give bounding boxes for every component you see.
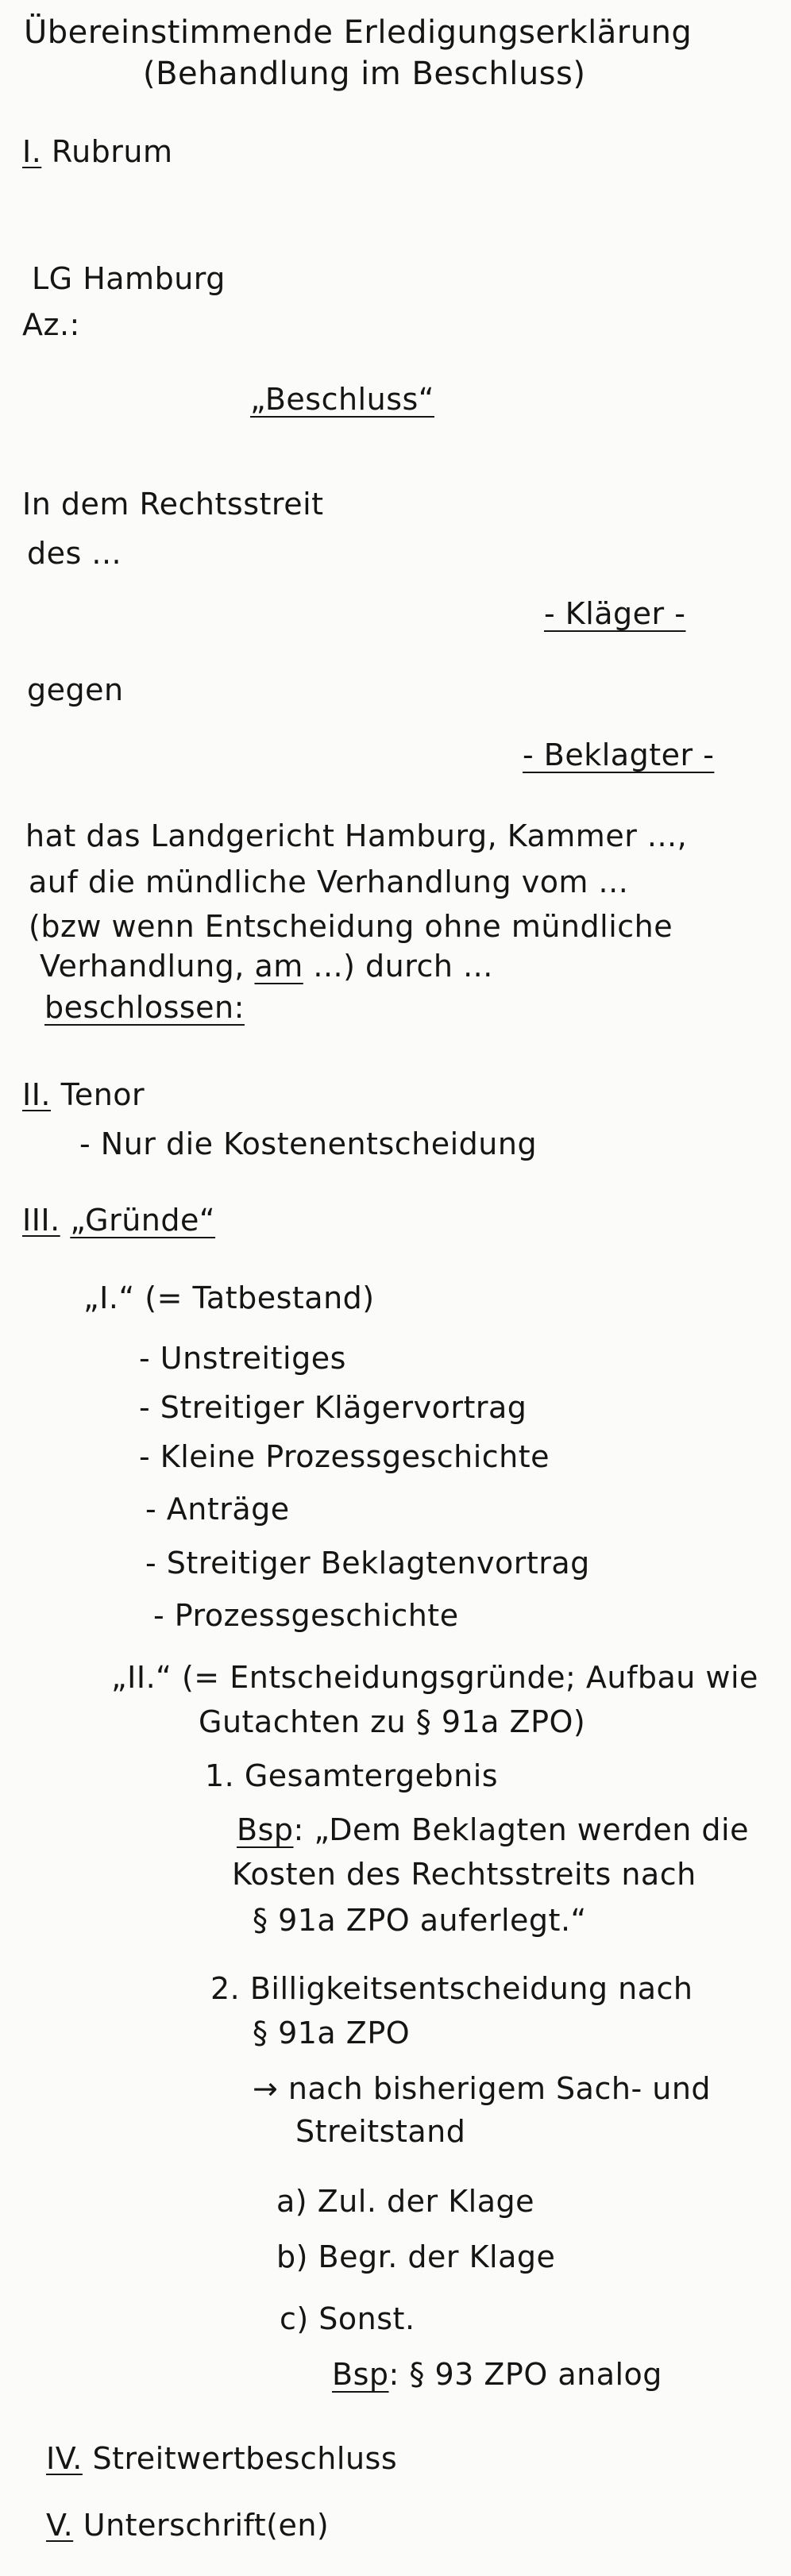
klaeger-label: - Kläger -	[544, 596, 686, 631]
case-number-label: Az.:	[22, 307, 80, 342]
beispiel-2-label: Bsp	[332, 2357, 389, 2392]
gegen-line: gegen	[27, 672, 124, 707]
tenor-heading-number: II.	[22, 1077, 51, 1112]
tatbestand-item: - Kleine Prozessgeschichte	[139, 1439, 550, 1474]
beispiel-1-line-1	[237, 1813, 749, 1848]
tatbestand-heading: „I.“ (= Tatbestand)	[83, 1280, 375, 1315]
paragraph-line-4-c: ...) durch ...	[313, 949, 493, 984]
beispiel-1-line-2: Kosten des Rechtsstreits nach	[232, 1857, 696, 1892]
gesamtergebnis: 1. Gesamtergebnis	[205, 1758, 499, 1793]
gruende-heading-number: III.	[22, 1203, 60, 1238]
billigkeit-line-2: § 91a ZPO	[253, 2016, 411, 2050]
paragraph-line-1: hat das Landgericht Hamburg, Kammer ...,	[25, 818, 688, 853]
tatbestand-item: - Streitiger Beklagtenvortrag	[145, 1546, 590, 1581]
beschlossen-word: beschlossen:	[44, 990, 245, 1025]
beispiel-1-text: : „Dem Beklagten werden die	[293, 1812, 749, 1847]
beklagter-label: - Beklagter -	[523, 737, 715, 772]
beispiel-2-text: : § 93 ZPO analog	[388, 2357, 662, 2392]
point-b: b) Begr. der Klage	[276, 2239, 556, 2274]
rubrum-heading	[22, 135, 173, 170]
beispiel-2	[332, 2358, 662, 2393]
gruende-heading	[22, 1203, 215, 1238]
paragraph-line-4-a: Verhandlung,	[40, 949, 245, 984]
tenor-item: - Nur die Kostenentscheidung	[79, 1126, 538, 1161]
unterschrift-heading	[46, 2509, 329, 2543]
des-line: des ...	[27, 536, 122, 571]
title-line-1: Übereinstimmende Erledigungserklärung	[24, 14, 693, 51]
streitwert-heading	[46, 2442, 397, 2477]
tatbestand-item: - Prozessgeschichte	[153, 1598, 459, 1633]
tenor-heading-text: Tenor	[60, 1077, 145, 1112]
entscheidungsgruende-line-1: „II.“ (= Entscheidungsgründe; Aufbau wie	[111, 1660, 758, 1695]
streitwert-heading-number: IV.	[46, 2441, 83, 2476]
tenor-heading	[22, 1078, 145, 1113]
unterschrift-heading-text: Unterschrift(en)	[83, 2508, 330, 2543]
tatbestand-item: - Unstreitiges	[139, 1341, 346, 1376]
paragraph-line-2: auf die mündliche Verhandlung vom ...	[29, 864, 629, 899]
tatbestand-item: - Streitiger Klägervortrag	[139, 1390, 527, 1425]
streitwert-heading-text: Streitwertbeschluss	[92, 2441, 398, 2476]
point-a: a) Zul. der Klage	[276, 2184, 534, 2219]
billigkeit-line-1: 2. Billigkeitsentscheidung nach	[210, 1971, 693, 2006]
title-line-2: (Behandlung im Beschluss)	[143, 56, 586, 92]
sachstand-line-2: Streitstand	[295, 2114, 466, 2149]
paragraph-line-3: (bzw wenn Entscheidung ohne mündliche	[29, 909, 673, 944]
sachstand-line-1: → nach bisherigem Sach- und	[253, 2071, 712, 2106]
court-name: LG Hamburg	[32, 261, 226, 296]
paragraph-line-4	[40, 949, 493, 984]
beschluss-heading: „Beschluss“	[250, 382, 434, 417]
tatbestand-item: - Anträge	[145, 1492, 290, 1527]
rubrum-heading-number: I.	[22, 134, 42, 169]
rechtsstreit-line: In dem Rechtsstreit	[22, 487, 324, 522]
beispiel-1-label: Bsp	[237, 1812, 294, 1847]
unterschrift-heading-number: V.	[46, 2508, 74, 2543]
rubrum-heading-text: Rubrum	[51, 134, 173, 169]
point-c: c) Sonst.	[280, 2301, 415, 2336]
paragraph-line-4-am: am	[254, 949, 303, 984]
gruende-heading-text: „Gründe“	[70, 1203, 216, 1238]
beispiel-1-line-3: § 91a ZPO auferlegt.“	[253, 1903, 587, 1938]
entscheidungsgruende-line-2: Gutachten zu § 91a ZPO)	[199, 1704, 586, 1739]
